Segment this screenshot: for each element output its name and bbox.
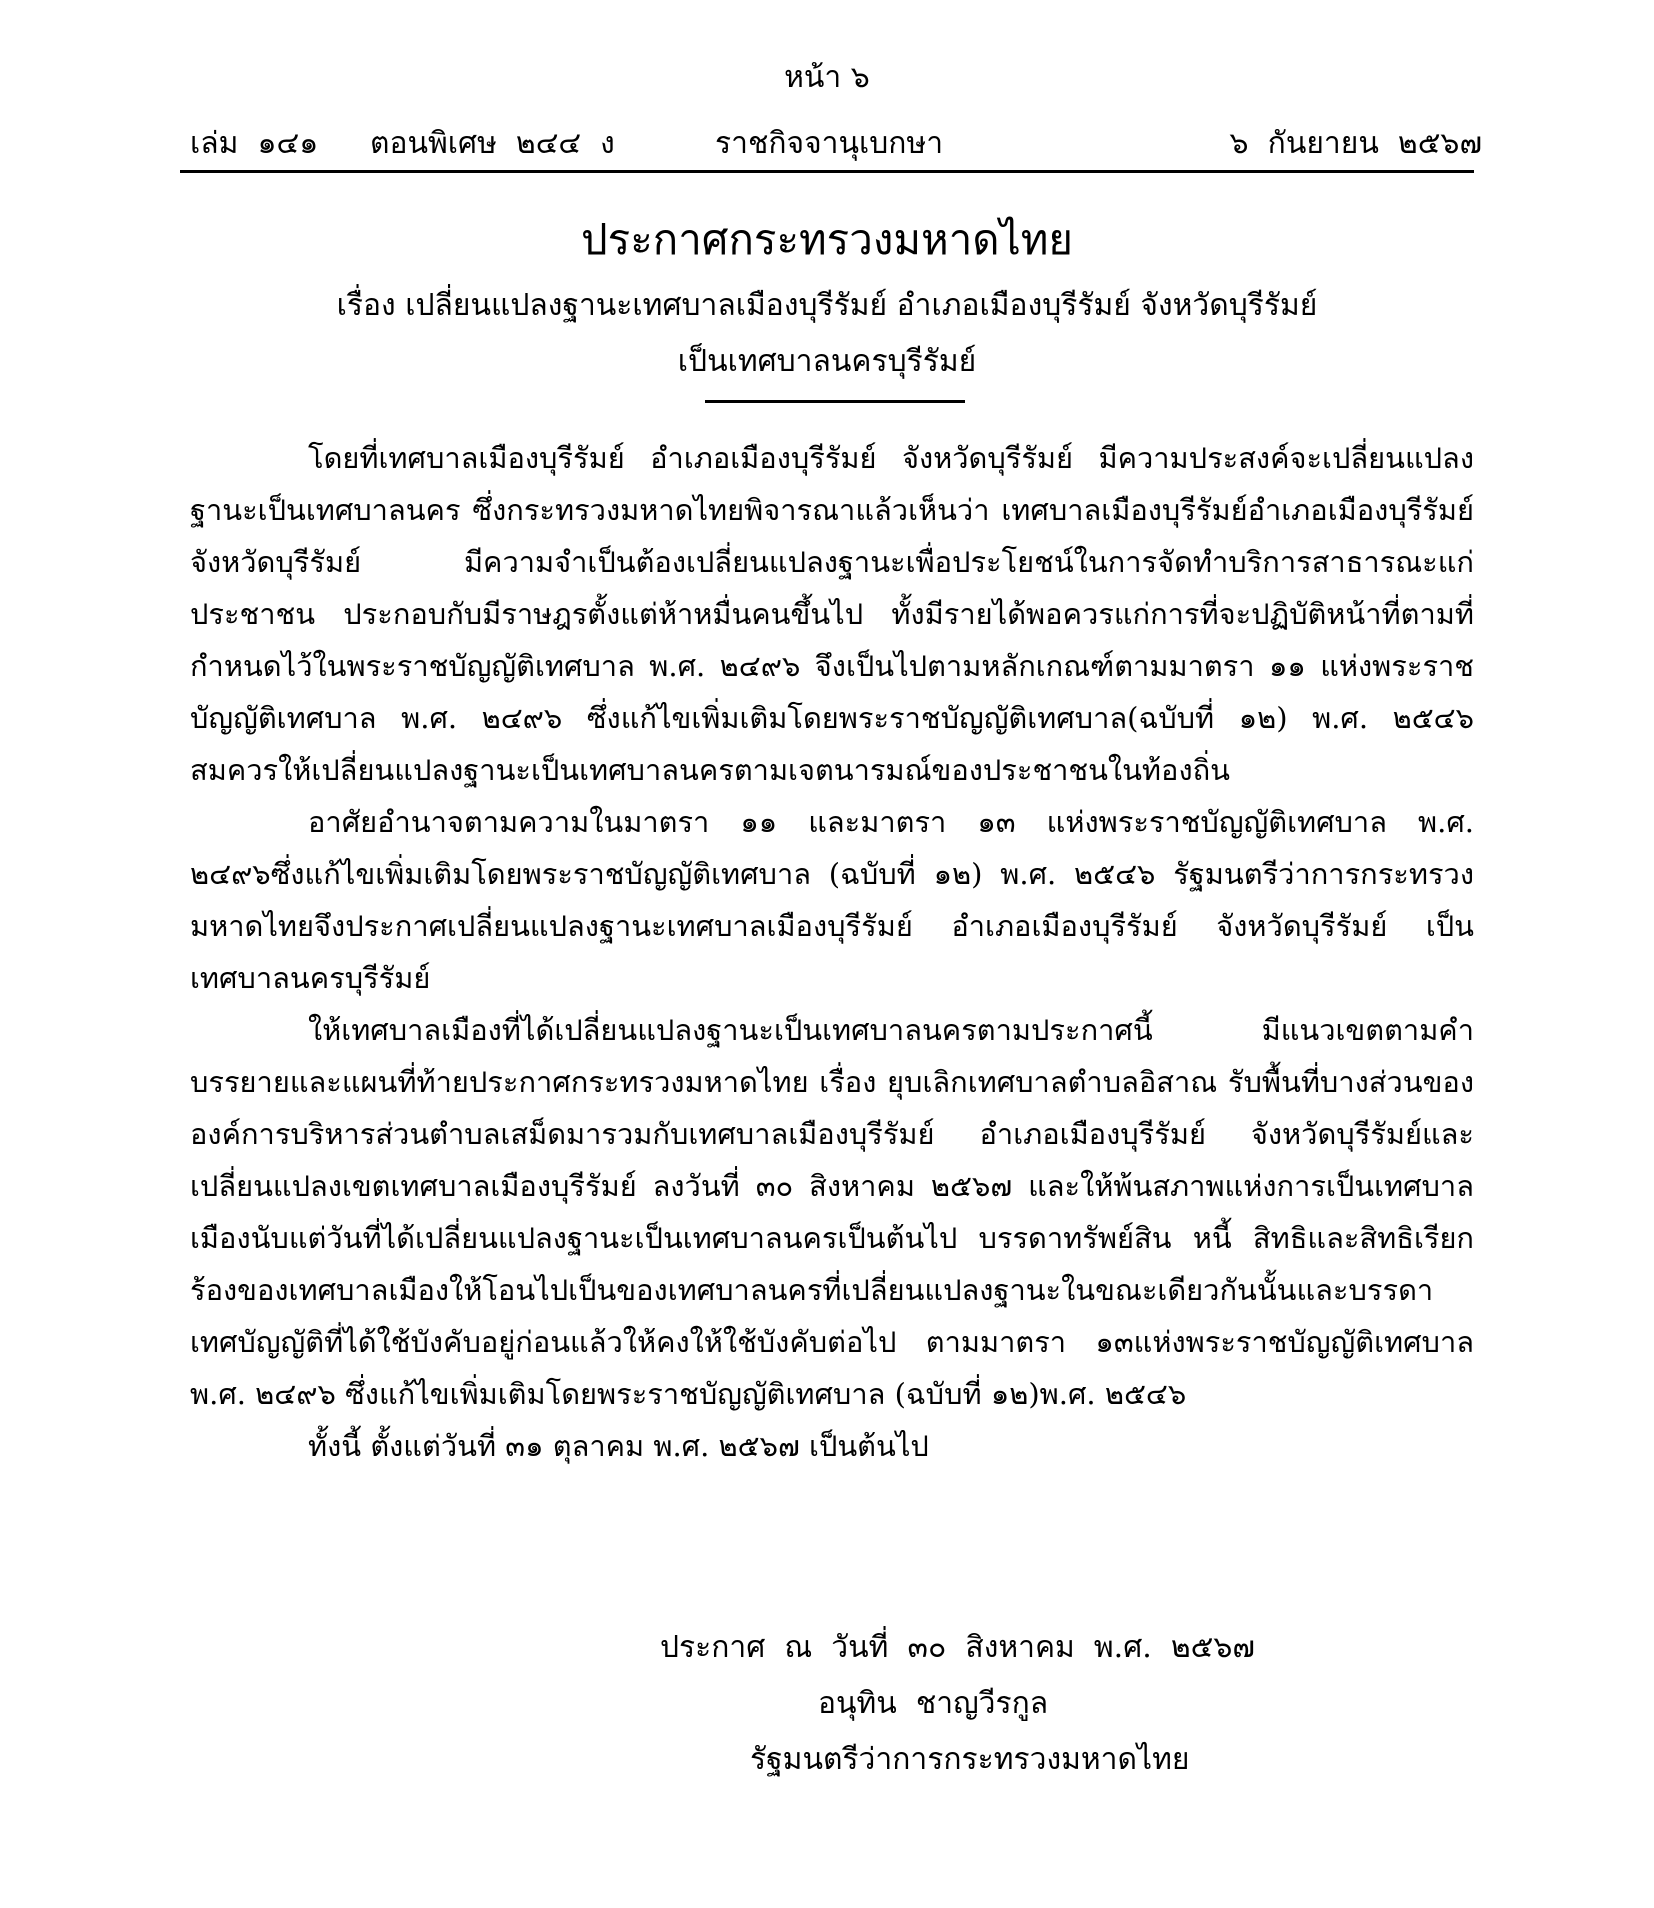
paragraph-3: ให้เทศบาลเมืองที่ได้เปลี่ยนแปลงฐานะเป็นเทศบาลนครตามประกาศนี้ มีแนวเขตตามคำบรรยายและแผนที่ท้ายประกาศกระทรวงมหาดไทย เรื่อง ยุบเลิกเทศบาลตำบลอิสาณ รับพื้นที่บางส่วนขององค์การบริหารส่วนตำบลเสม็ดมารวมกับเทศบาลเมืองบุรีรัมย์ อำเภอเมืองบุรีรัมย์ จังหวัดบุรีรัมย์และเปลี่ยนแปลงเขตเทศบาลเมืองบุรีรัมย์ ลงวันที่ ๓๐ สิงหาคม ๒๕๖๗ และให้พ้นสภาพแห่งการเป็นเทศบาลเมืองนับแต่วันที่ได้เปลี่ยนแปลงฐานะเป็นเทศบาลนครเป็นต้นไป บรรดาทรัพย์สิน หนี้ สิทธิและสิทธิเรียกร้องของเทศบาลเมืองให้โอนไปเป็นของเทศบาลนครที่เปลี่ยนแปลงฐานะในขณะเดียวกันนั้นและบรรดาเทศบัญญัติที่ได้ใช้บังคับอยู่ก่อนแล้วให้คงให้ใช้บังคับต่อไป ตามมาตรา ๑๓แห่งพระราชบัญญัติเทศบาล พ.ศ. ๒๔๙๖ ซึ่งแก้ไขเพิ่มเติมโดยพระราชบัญญัติเทศบาล (ฉบับที่ ๑๒)พ.ศ. ๒๕๔๖: [190, 1013, 1474, 1411]
signature-date: ประกาศ ณ วันที่ ๓๐ สิงหาคม พ.ศ. ๒๕๖๗: [660, 1630, 1255, 1665]
gazette-name: ราชกิจจานุเบกษา: [715, 126, 944, 161]
subject-line-2: เป็นเทศบาลนครบุรีรัมย์: [677, 344, 977, 379]
signature-block: [600, 1620, 1300, 1788]
announcement-subject: [0, 278, 1654, 390]
signatory-name: อนุทิน ชาญวีรกูล: [818, 1686, 1049, 1721]
volume-number: เล่ม ๑๔๑: [190, 126, 319, 161]
issue-number: ตอนพิเศษ ๒๔๔ ง: [370, 126, 615, 161]
effective-date-clause: ทั้งนี้ ตั้งแต่วันที่ ๓๑ ตุลาคม พ.ศ. ๒๕๖๗ เป็นต้นไป: [308, 1429, 929, 1463]
paragraph-1: โดยที่เทศบาลเมืองบุรีรัมย์ อำเภอเมืองบุรีรัมย์ จังหวัดบุรีรัมย์ มีความประสงค์จะเปลี่ยนแปลงฐานะเป็นเทศบาลนคร ซึ่งกระทรวงมหาดไทยพิจารณาแล้วเห็นว่า เทศบาลเมืองบุรีรัมย์อำเภอเมืองบุรีรัมย์ จังหวัดบุรีรัมย์ มีความจำเป็นต้องเปลี่ยนแปลงฐานะเพื่อประโยชน์ในการจัดทำบริการสาธารณะแก่ประชาชน ประกอบกับมีราษฎรตั้งแต่ห้าหมื่นคนขึ้นไป ทั้งมีรายได้พอควรแก่การที่จะปฏิบัติหน้าที่ตามที่กำหนดไว้ในพระราชบัญญัติเทศบาล พ.ศ. ๒๔๙๖ จึงเป็นไปตามหลักเกณฑ์ตามมาตรา ๑๑ แห่งพระราชบัญญัติเทศบาล พ.ศ. ๒๔๙๖ ซึ่งแก้ไขเพิ่มเติมโดยพระราชบัญญัติเทศบาล(ฉบับที่ ๑๒) พ.ศ. ๒๕๔๖ สมควรให้เปลี่ยนแปลงฐานะเป็นเทศบาลนครตามเจตนารมณ์ของประชาชนในท้องถิ่น: [190, 441, 1474, 787]
publication-date: ๖ กันยายน ๒๕๖๗: [1229, 126, 1482, 161]
header-divider: [180, 170, 1474, 173]
gazette-header: [190, 122, 1482, 166]
page-number: หน้า ๖: [784, 60, 870, 95]
announcement-title: ประกาศกระทรวงมหาดไทย: [581, 215, 1073, 264]
subject-line-1: เรื่อง เปลี่ยนแปลงฐานะเทศบาลเมืองบุรีรัมย์ อำเภอเมืองบุรีรัมย์ จังหวัดบุรีรัมย์: [336, 288, 1318, 323]
signatory-position: รัฐมนตรีว่าการกระทรวงมหาดไทย: [750, 1742, 1190, 1777]
announcement-body: [190, 432, 1474, 1472]
paragraph-2: อาศัยอำนาจตามความในมาตรา ๑๑ และมาตรา ๑๓ แห่งพระราชบัญญัติเทศบาล พ.ศ. ๒๔๙๖ซึ่งแก้ไขเพิ่มเติมโดยพระราชบัญญัติเทศบาล (ฉบับที่ ๑๒) พ.ศ. ๒๕๔๖ รัฐมนตรีว่าการกระทรวงมหาดไทยจึงประกาศเปลี่ยนแปลงฐานะเทศบาลเมืองบุรีรัมย์ อำเภอเมืองบุรีรัมย์ จังหวัดบุรีรัมย์ เป็นเทศบาลนครบุรีรัมย์: [190, 805, 1474, 995]
title-divider: [705, 400, 965, 403]
